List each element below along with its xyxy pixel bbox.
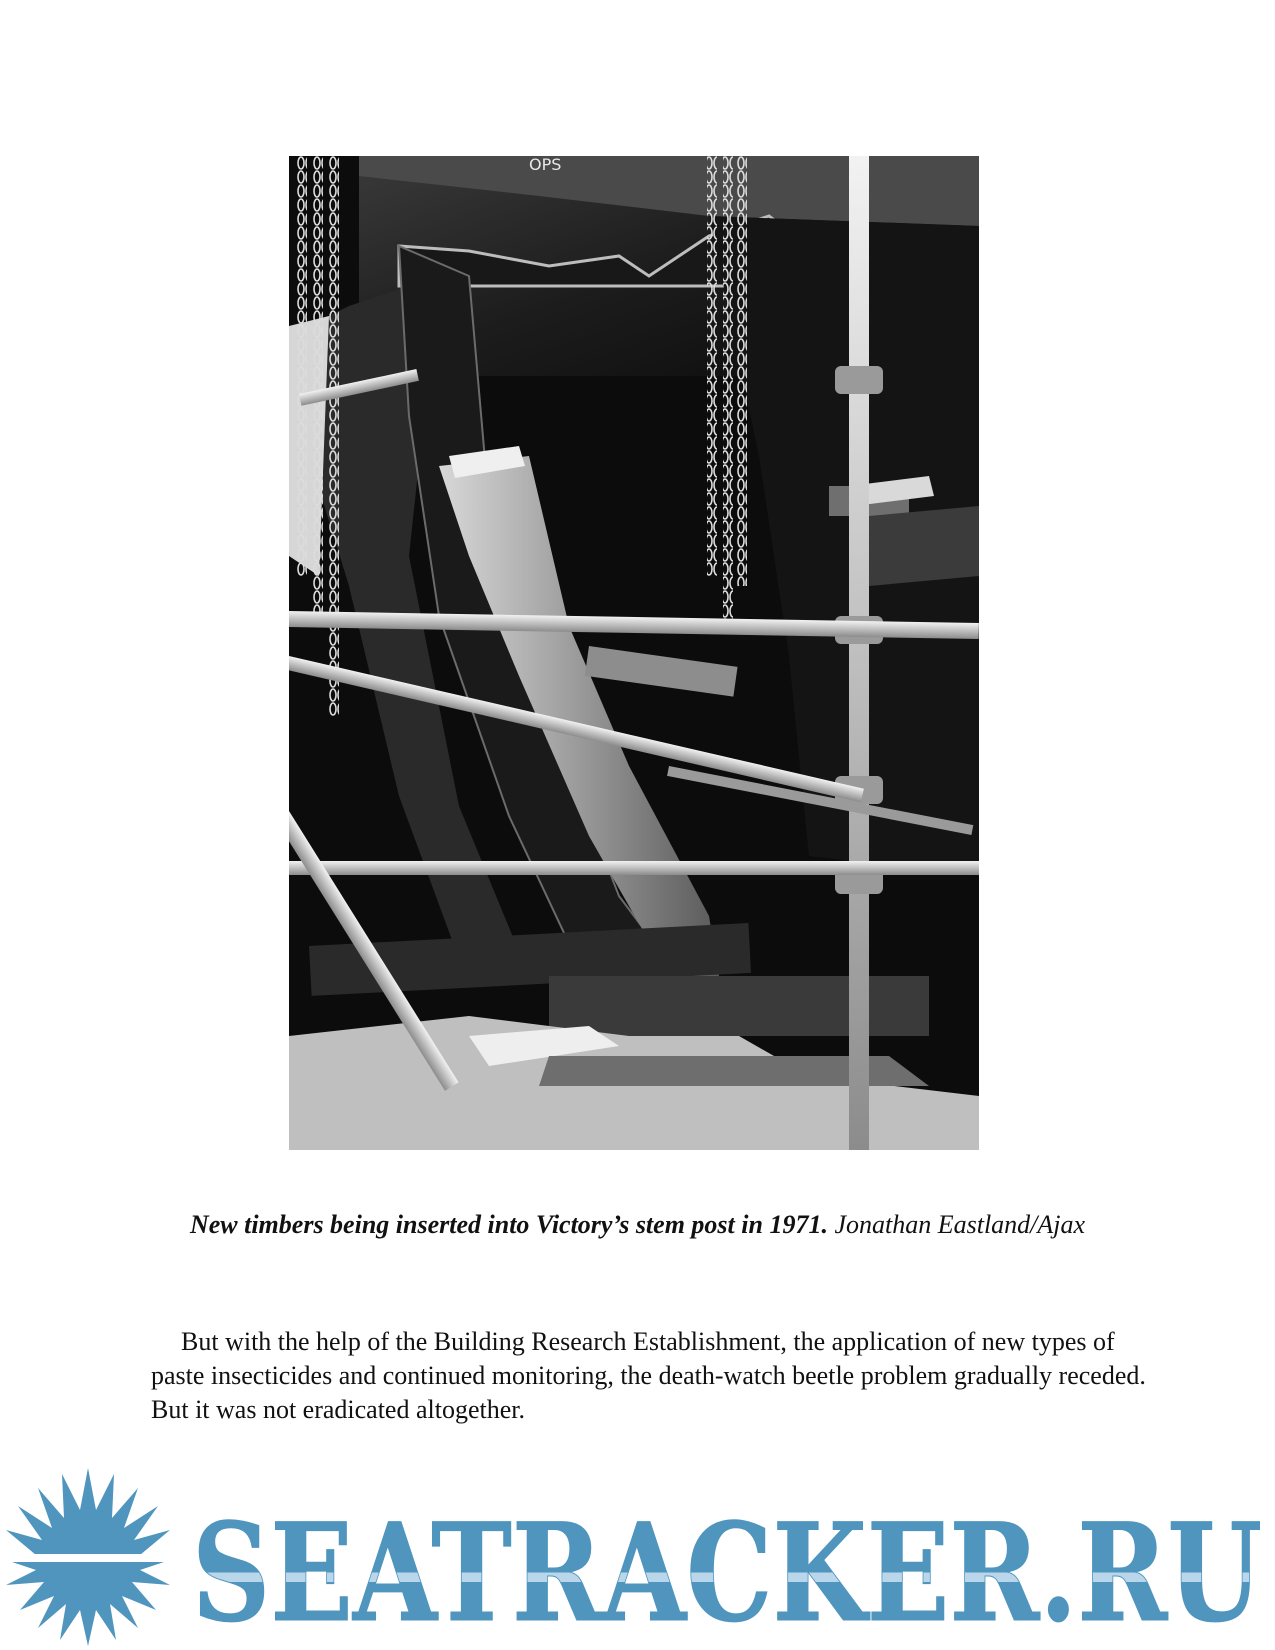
watermark-text: SEATRACKER.RU [192, 1493, 1262, 1650]
body-text [151, 1325, 1151, 1427]
sun-logo-icon [0, 1468, 180, 1646]
body-paragraph: But with the help of the Building Research Establishment, the application of new types of paste insecticides and continued monitoring, the death-watch beetle problem gradually receded. But it was not eradicated altogether. [151, 1327, 1146, 1424]
photo-caption [160, 1208, 1115, 1242]
seatracker-watermark [0, 1460, 1275, 1650]
hull-scrawl: OPS [529, 156, 562, 174]
caption-credit: Jonathan Eastland/Ajax [834, 1210, 1086, 1239]
caption-title: New timbers being inserted into Victory’s stem post in 1971. [189, 1210, 828, 1239]
stem-post-photo [289, 156, 979, 1150]
